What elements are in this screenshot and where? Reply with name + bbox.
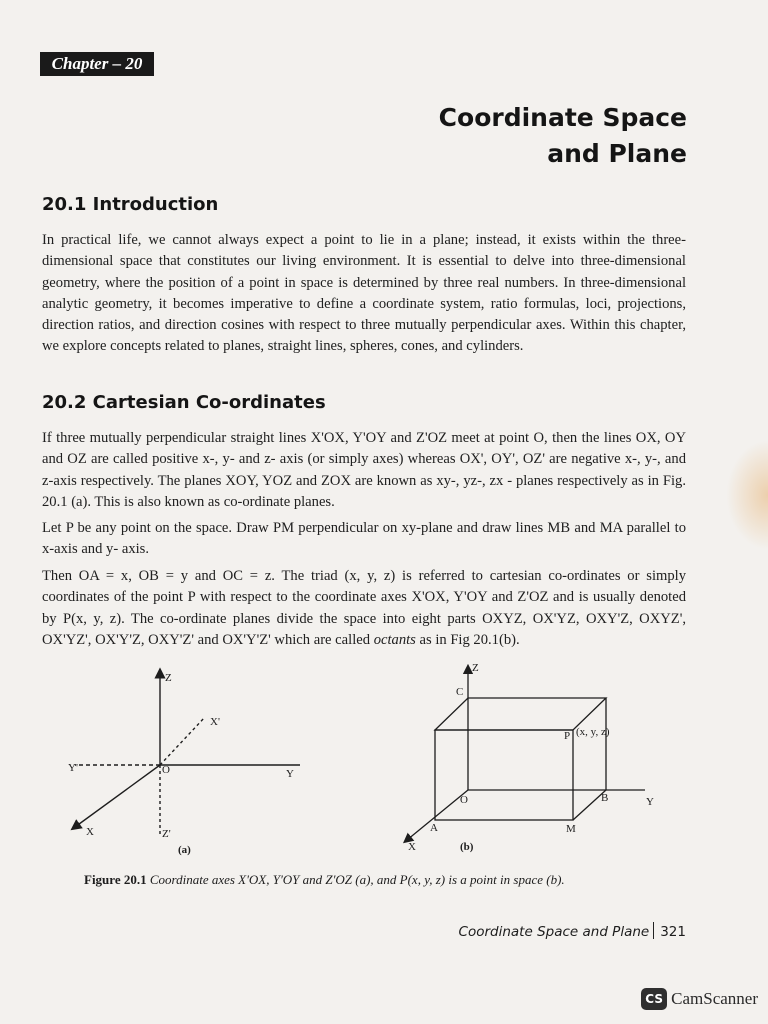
figure-caption-text: Coordinate axes X'OX, Y'OY and Z'OZ (a), and P(x, y, z) is a point in space (b).: [149, 872, 565, 887]
fig-b-label-b: B: [601, 792, 609, 804]
fig-a-label-o: O: [162, 764, 170, 776]
figure-20-1: [50, 655, 690, 865]
cartesian-paragraph-3-text: Then OA = x, OB = y and OC = z. The triad (x, y, z) is referred to cartesian co-ordinates or simply coordinates of the point P with respect to the coordinate axes X'OX, Y'OY and Z'OZ and is usually denoted by P(x, y, z). The co-ordinate planes divide the space into eight parts OXYZ, OX'YZ, OXY'Z, OXYZ', OX'YZ', OX'Y'Z, OXY'Z' and OX'Y'Z' which are called: [42, 568, 686, 648]
figure-b-box: [407, 669, 645, 840]
fig-a-label-x-prime: X': [210, 716, 220, 728]
fig-b-label-x: X: [408, 841, 416, 853]
figure-a-axes: [75, 673, 300, 835]
fig-a-label-x: X: [86, 826, 94, 838]
footer-separator: [653, 922, 654, 939]
footer-running-title: Coordinate Space and Plane: [458, 924, 650, 940]
fig-b-label-p: P: [564, 730, 571, 742]
section-heading-introduction: 20.1 Introduction: [42, 194, 219, 215]
fig-b-label-c: C: [456, 686, 464, 698]
figure-caption-number: Figure 20.1: [84, 872, 147, 887]
cartesian-paragraph-1: If three mutually perpendicular straight lines X'OX, Y'OY and Z'OZ meet at point O, then the lines OX, OY and OZ are called positive x-, y- and z- axis (or simply axes) whereas OX', OY', OZ' are negative x-, y-, and z-axis respectively. The planes XOY, YOZ and ZOX are known as xy-, yz-, zx - planes respectively as in Fig. 20.1 (a). This is also known as co-ordinate planes.: [42, 430, 686, 510]
fig-b-tag: (b): [460, 841, 474, 853]
fig-b-label-y: Y: [646, 796, 654, 808]
fig-a-label-y-prime: Y': [68, 762, 78, 774]
cartesian-paragraph-2: Let P be any point on the space. Draw PM perpendicular on xy-plane and draw lines MB and MA parallel to x-axis and y- axis.: [42, 520, 686, 558]
cartesian-paragraph-3: [42, 566, 686, 651]
camscanner-logo-icon: CS: [641, 988, 667, 1010]
x-axis-line: [75, 765, 160, 827]
octants-term: octants: [373, 631, 416, 648]
figure-caption: [84, 872, 565, 888]
camscanner-watermark: [641, 988, 758, 1010]
chapter-title-line-2: and Plane: [547, 139, 687, 168]
fig-a-label-z: Z: [165, 672, 172, 684]
cartesian-paragraph-3-tail: as in Fig 20.1(b).: [419, 631, 520, 648]
fig-b-label-a: A: [430, 822, 438, 834]
fig-a-label-y: Y: [286, 768, 294, 780]
fig-b-label-o: O: [460, 794, 468, 806]
intro-paragraph: In practical life, we cannot always expect a point to lie in a plane; instead, it exists within the three-dimensional space that constitutes our living environment. It is essential to delve into three-dimensional geometry, where the position of a point in space is determined by three real numbers. In three-dimensional analytic geometry, it becomes imperative to define a coordinate system, ratio formulas, loci, projections, direction ratios, and direction cosines with respect to three mutually perpendicular axes. Within this chapter, we explore concepts related to planes, straight lines, spheres, cones, and cylinders.: [42, 232, 686, 355]
fig-b-label-m: M: [566, 823, 576, 835]
chapter-title-line-1: Coordinate Space: [438, 103, 687, 132]
fig-b-label-z: Z: [472, 662, 479, 674]
x-prime-axis-line: [160, 717, 205, 765]
fig-b-label-p-coords: (x, y, z): [576, 726, 610, 738]
fig-b-front-face: [435, 730, 573, 820]
chapter-tag: Chapter – 20: [40, 52, 154, 76]
chapter-title: [439, 100, 687, 172]
fig-a-tag: (a): [178, 844, 191, 856]
page-edge-shadow: [726, 440, 768, 550]
page-number: 321: [660, 924, 686, 940]
camscanner-text: CamScanner: [671, 989, 758, 1008]
running-footer: [459, 922, 686, 940]
fig-a-label-z-prime: Z': [162, 828, 171, 840]
section-heading-cartesian: 20.2 Cartesian Co-ordinates: [42, 392, 326, 413]
